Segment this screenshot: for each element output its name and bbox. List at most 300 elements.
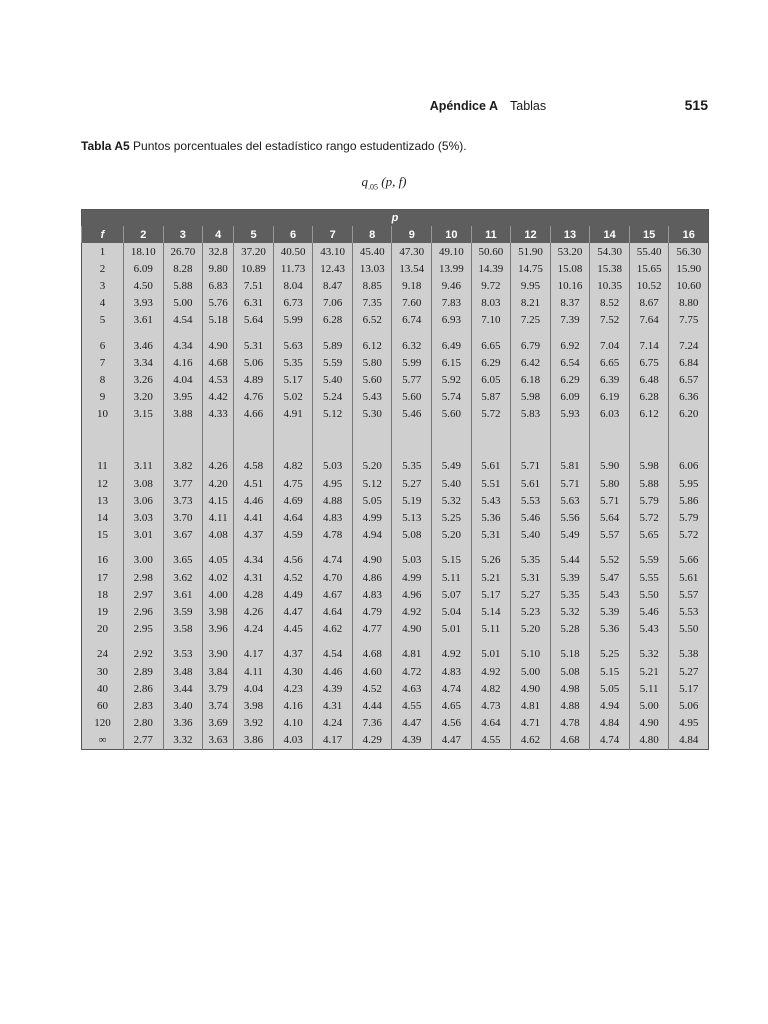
value-cell: 5.11 — [471, 621, 511, 638]
spacer-cell — [203, 329, 234, 337]
value-cell: 13.54 — [392, 260, 432, 277]
value-cell: 4.68 — [550, 732, 590, 750]
value-cell: 3.84 — [203, 663, 234, 680]
value-cell: 4.76 — [234, 389, 274, 406]
table-label: Tabla A5 — [81, 139, 130, 153]
value-cell: 4.90 — [352, 552, 392, 569]
value-cell: 4.68 — [352, 646, 392, 663]
value-cell: 3.06 — [124, 492, 164, 509]
value-cell: 7.24 — [669, 337, 709, 354]
table-row — [82, 603, 709, 620]
spacer-cell — [432, 544, 472, 552]
value-cell: 4.00 — [203, 586, 234, 603]
value-cell: 5.57 — [590, 527, 630, 544]
table-row — [82, 527, 709, 544]
value-cell: 2.86 — [124, 680, 164, 697]
value-cell: 5.71 — [590, 492, 630, 509]
value-cell: 4.15 — [203, 492, 234, 509]
f-cell: 4 — [99, 297, 106, 310]
spacer-cell — [511, 329, 551, 337]
spacer-cell — [471, 638, 511, 646]
spacer-cell — [629, 638, 669, 646]
value-cell: 4.86 — [352, 569, 392, 586]
value-cell: 5.35 — [550, 586, 590, 603]
value-cell: 5.72 — [669, 527, 709, 544]
column-header: 6 — [273, 226, 313, 243]
value-cell: 5.60 — [432, 406, 472, 423]
value-cell: 5.57 — [669, 586, 709, 603]
value-cell: 5.31 — [471, 527, 511, 544]
spacer-cell — [234, 638, 274, 646]
value-cell: 7.64 — [629, 312, 669, 329]
value-cell: 7.83 — [432, 295, 472, 312]
spacer-cell — [82, 423, 124, 458]
value-cell: 4.39 — [392, 732, 432, 750]
value-cell: 37.20 — [234, 243, 274, 260]
value-cell: 14.75 — [511, 260, 551, 277]
value-cell: 4.64 — [273, 509, 313, 526]
value-cell: 6.93 — [432, 312, 472, 329]
value-cell: 4.90 — [629, 715, 669, 732]
value-cell: 6.32 — [392, 337, 432, 354]
value-cell: 5.35 — [273, 354, 313, 371]
value-cell: 3.70 — [163, 509, 203, 526]
f-cell: 24 — [97, 648, 108, 661]
value-cell: 6.39 — [590, 371, 630, 388]
value-cell: 4.92 — [392, 603, 432, 620]
value-cell: 4.83 — [432, 663, 472, 680]
table-caption-text: Puntos porcentuales del estadístico rango estudentizado (5%). — [133, 139, 467, 153]
value-cell: 5.01 — [471, 646, 511, 663]
value-cell: 4.20 — [203, 475, 234, 492]
value-cell: 5.59 — [629, 552, 669, 569]
table-row — [82, 680, 709, 697]
value-cell: 5.61 — [511, 475, 551, 492]
value-cell: 4.67 — [313, 586, 353, 603]
section-label: Tablas — [510, 99, 547, 113]
value-cell: 3.96 — [203, 621, 234, 638]
value-cell: 4.46 — [313, 663, 353, 680]
spacer-cell — [550, 638, 590, 646]
value-cell: 15.38 — [590, 260, 630, 277]
row-spacer — [82, 329, 709, 337]
value-cell: 8.80 — [669, 295, 709, 312]
value-cell: 6.74 — [392, 312, 432, 329]
spacer-cell — [124, 544, 164, 552]
value-cell: 5.39 — [550, 569, 590, 586]
value-cell: 4.44 — [352, 697, 392, 714]
value-cell: 3.53 — [163, 646, 203, 663]
value-cell: 4.31 — [313, 697, 353, 714]
table-row — [82, 312, 709, 329]
value-cell: 4.99 — [352, 509, 392, 526]
value-cell: 10.35 — [590, 277, 630, 294]
value-cell: 4.16 — [273, 697, 313, 714]
value-cell: 4.49 — [273, 586, 313, 603]
spacer-cell — [203, 544, 234, 552]
value-cell: 4.90 — [392, 621, 432, 638]
value-cell: 3.63 — [203, 732, 234, 750]
value-cell: 6.65 — [471, 337, 511, 354]
value-cell: 5.07 — [432, 586, 472, 603]
table-row — [82, 509, 709, 526]
spacer-cell — [471, 329, 511, 337]
value-cell: 5.50 — [669, 621, 709, 638]
value-cell: 8.03 — [471, 295, 511, 312]
value-cell: 5.01 — [432, 621, 472, 638]
value-cell: 4.94 — [590, 697, 630, 714]
row-spacer — [82, 423, 709, 458]
column-header: 13 — [550, 226, 590, 243]
table-row — [82, 475, 709, 492]
value-cell: 8.37 — [550, 295, 590, 312]
f-cell: 60 — [97, 699, 108, 712]
value-cell: 6.28 — [313, 312, 353, 329]
value-cell: 3.61 — [124, 312, 164, 329]
value-cell: 7.36 — [352, 715, 392, 732]
table-row — [82, 295, 709, 312]
value-cell: 3.08 — [124, 475, 164, 492]
value-cell: 3.40 — [163, 697, 203, 714]
value-cell: 4.34 — [163, 337, 203, 354]
value-cell: 7.04 — [590, 337, 630, 354]
value-cell: 4.52 — [352, 680, 392, 697]
value-cell: 5.72 — [471, 406, 511, 423]
table-formula — [0, 174, 768, 192]
value-cell: 7.52 — [590, 312, 630, 329]
value-cell: 2.92 — [124, 646, 164, 663]
spacer-cell — [629, 544, 669, 552]
value-cell: 8.04 — [273, 277, 313, 294]
f-cell: 120 — [94, 717, 111, 730]
spacer-cell — [392, 423, 432, 458]
value-cell: 5.04 — [432, 603, 472, 620]
value-cell: 4.50 — [124, 277, 164, 294]
value-cell: 40.50 — [273, 243, 313, 260]
value-cell: 3.77 — [163, 475, 203, 492]
f-cell: 5 — [99, 314, 106, 327]
value-cell: 4.26 — [234, 603, 274, 620]
value-cell: 4.33 — [203, 406, 234, 423]
value-cell: 5.51 — [471, 475, 511, 492]
column-header: 12 — [511, 226, 551, 243]
value-cell: 3.98 — [203, 603, 234, 620]
spacer-cell — [669, 329, 709, 337]
table-row — [82, 389, 709, 406]
spacer-cell — [273, 638, 313, 646]
value-cell: 4.45 — [273, 621, 313, 638]
value-cell: 15.08 — [550, 260, 590, 277]
value-cell: 5.40 — [313, 371, 353, 388]
value-cell: 3.44 — [163, 680, 203, 697]
value-cell: 54.30 — [590, 243, 630, 260]
value-cell: 26.70 — [163, 243, 203, 260]
value-cell: 4.05 — [203, 552, 234, 569]
value-cell: 4.98 — [550, 680, 590, 697]
value-cell: 5.21 — [471, 569, 511, 586]
value-cell: 5.95 — [669, 475, 709, 492]
table-row — [82, 732, 709, 750]
value-cell: 5.79 — [629, 492, 669, 509]
value-cell: 5.64 — [234, 312, 274, 329]
value-cell: 3.88 — [163, 406, 203, 423]
value-cell: 7.60 — [392, 295, 432, 312]
table-row — [82, 697, 709, 714]
value-cell: 3.92 — [234, 715, 274, 732]
value-cell: 5.03 — [313, 458, 353, 475]
value-cell: 5.46 — [511, 509, 551, 526]
value-cell: 4.64 — [471, 715, 511, 732]
value-cell: 4.82 — [273, 458, 313, 475]
value-cell: 5.88 — [629, 475, 669, 492]
value-cell: 6.42 — [511, 354, 551, 371]
table-row — [82, 586, 709, 603]
value-cell: 4.47 — [392, 715, 432, 732]
table-row — [82, 458, 709, 475]
column-header: 15 — [629, 226, 669, 243]
value-cell: 5.72 — [629, 509, 669, 526]
value-cell: 4.54 — [163, 312, 203, 329]
value-cell: 6.29 — [471, 354, 511, 371]
value-cell: 7.14 — [629, 337, 669, 354]
spacer-cell — [669, 638, 709, 646]
value-cell: 7.06 — [313, 295, 353, 312]
table-row — [82, 243, 709, 260]
spacer-cell — [471, 423, 511, 458]
value-cell: 6.92 — [550, 337, 590, 354]
value-cell: 5.21 — [629, 663, 669, 680]
value-cell: 6.09 — [124, 260, 164, 277]
value-cell: 3.82 — [163, 458, 203, 475]
value-cell: 10.60 — [669, 277, 709, 294]
f-cell: 10 — [97, 408, 108, 421]
value-cell: 13.03 — [352, 260, 392, 277]
value-cell: 5.35 — [511, 552, 551, 569]
value-cell: 5.56 — [550, 509, 590, 526]
column-header-row — [82, 226, 709, 243]
table-row — [82, 354, 709, 371]
value-cell: 5.17 — [669, 680, 709, 697]
value-cell: 6.83 — [203, 277, 234, 294]
value-cell: 5.24 — [313, 389, 353, 406]
value-cell: 15.65 — [629, 260, 669, 277]
value-cell: 4.04 — [234, 680, 274, 697]
value-cell: 5.39 — [590, 603, 630, 620]
value-cell: 5.59 — [313, 354, 353, 371]
value-cell: 5.19 — [392, 492, 432, 509]
value-cell: 3.95 — [163, 389, 203, 406]
value-cell: 4.59 — [273, 527, 313, 544]
value-cell: 6.09 — [550, 389, 590, 406]
value-cell: 5.27 — [669, 663, 709, 680]
value-cell: 5.40 — [432, 475, 472, 492]
spacer-cell — [234, 544, 274, 552]
spacer-cell — [124, 638, 164, 646]
f-cell: 8 — [99, 373, 106, 386]
value-cell: 4.74 — [313, 552, 353, 569]
value-cell: 6.12 — [629, 406, 669, 423]
value-cell: 4.28 — [234, 586, 274, 603]
value-cell: 5.66 — [669, 552, 709, 569]
table-caption — [81, 139, 467, 153]
value-cell: 12.43 — [313, 260, 353, 277]
value-cell: 55.40 — [629, 243, 669, 260]
value-cell: 4.75 — [273, 475, 313, 492]
value-cell: 4.39 — [313, 680, 353, 697]
table-row — [82, 371, 709, 388]
value-cell: 4.11 — [234, 663, 274, 680]
value-cell: 4.94 — [352, 527, 392, 544]
value-cell: 13.99 — [432, 260, 472, 277]
value-cell: 47.30 — [392, 243, 432, 260]
value-cell: 4.91 — [273, 406, 313, 423]
value-cell: 5.77 — [392, 371, 432, 388]
spacer-cell — [352, 329, 392, 337]
value-cell: 4.72 — [392, 663, 432, 680]
value-cell: 2.77 — [124, 732, 164, 750]
value-cell: 4.03 — [273, 732, 313, 750]
value-cell: 7.35 — [352, 295, 392, 312]
spacer-cell — [163, 329, 203, 337]
spacer-cell — [273, 423, 313, 458]
column-header: 5 — [234, 226, 274, 243]
spacer-cell — [313, 423, 353, 458]
value-cell: 5.80 — [590, 475, 630, 492]
spacer-cell — [432, 638, 472, 646]
value-cell: 3.73 — [163, 492, 203, 509]
f-cell: 18 — [97, 588, 108, 601]
value-cell: 9.95 — [511, 277, 551, 294]
table-row — [82, 492, 709, 509]
value-cell: 4.81 — [392, 646, 432, 663]
table-row — [82, 715, 709, 732]
value-cell: 3.86 — [234, 732, 274, 750]
value-cell: 3.65 — [163, 552, 203, 569]
value-cell: 4.42 — [203, 389, 234, 406]
spacer-cell — [511, 544, 551, 552]
f-cell: 13 — [97, 494, 108, 507]
value-cell: 5.32 — [550, 603, 590, 620]
table-row — [82, 337, 709, 354]
spacer-cell — [550, 423, 590, 458]
value-cell: 4.41 — [234, 509, 274, 526]
column-header: 7 — [313, 226, 353, 243]
spacer-cell — [550, 544, 590, 552]
value-cell: 8.28 — [163, 260, 203, 277]
value-cell: 5.46 — [392, 406, 432, 423]
value-cell: 5.88 — [163, 277, 203, 294]
value-cell: 5.06 — [234, 354, 274, 371]
spacer-cell — [124, 329, 164, 337]
value-cell: 5.98 — [511, 389, 551, 406]
value-cell: 5.61 — [471, 458, 511, 475]
spacer-cell — [669, 423, 709, 458]
value-cell: 5.44 — [550, 552, 590, 569]
value-cell: 5.43 — [629, 621, 669, 638]
value-cell: 5.99 — [392, 354, 432, 371]
spacer-cell — [629, 423, 669, 458]
value-cell: 4.24 — [234, 621, 274, 638]
value-cell: 5.08 — [392, 527, 432, 544]
spacer-cell — [392, 638, 432, 646]
value-cell: 3.46 — [124, 337, 164, 354]
value-cell: 8.67 — [629, 295, 669, 312]
value-cell: 4.81 — [511, 697, 551, 714]
value-cell: 6.54 — [550, 354, 590, 371]
value-cell: 3.98 — [234, 697, 274, 714]
value-cell: 6.20 — [669, 406, 709, 423]
spacer-cell — [511, 638, 551, 646]
value-cell: 9.18 — [392, 277, 432, 294]
value-cell: 8.47 — [313, 277, 353, 294]
value-cell: 4.69 — [273, 492, 313, 509]
value-cell: 5.20 — [432, 527, 472, 544]
value-cell: 5.17 — [471, 586, 511, 603]
f-cell: 20 — [97, 623, 108, 636]
value-cell: 6.65 — [590, 354, 630, 371]
value-cell: 5.11 — [629, 680, 669, 697]
value-cell: 3.36 — [163, 715, 203, 732]
value-cell: 5.31 — [234, 337, 274, 354]
value-cell: 5.20 — [352, 458, 392, 475]
value-cell: 4.30 — [273, 663, 313, 680]
spacer-cell — [273, 329, 313, 337]
value-cell: 4.92 — [432, 646, 472, 663]
value-cell: 4.52 — [273, 569, 313, 586]
value-cell: 10.52 — [629, 277, 669, 294]
value-cell: 6.29 — [550, 371, 590, 388]
spacer-cell — [313, 329, 353, 337]
value-cell: 5.00 — [511, 663, 551, 680]
value-cell: 6.84 — [669, 354, 709, 371]
value-cell: 5.63 — [550, 492, 590, 509]
value-cell: 4.34 — [234, 552, 274, 569]
column-header: 9 — [392, 226, 432, 243]
value-cell: 53.20 — [550, 243, 590, 260]
running-header — [0, 97, 768, 117]
value-cell: 50.60 — [471, 243, 511, 260]
value-cell: 4.08 — [203, 527, 234, 544]
value-cell: 6.49 — [432, 337, 472, 354]
value-cell: 5.55 — [629, 569, 669, 586]
spacer-cell — [352, 638, 392, 646]
value-cell: 5.89 — [313, 337, 353, 354]
value-cell: 4.58 — [234, 458, 274, 475]
value-cell: 8.21 — [511, 295, 551, 312]
spacer-cell — [629, 329, 669, 337]
value-cell: 3.90 — [203, 646, 234, 663]
column-header: 11 — [471, 226, 511, 243]
value-cell: 3.58 — [163, 621, 203, 638]
value-cell: 5.47 — [590, 569, 630, 586]
value-cell: 51.90 — [511, 243, 551, 260]
spacer-cell — [471, 544, 511, 552]
value-cell: 2.98 — [124, 569, 164, 586]
value-cell: 4.56 — [432, 715, 472, 732]
column-header: 16 — [669, 226, 709, 243]
value-cell: 18.10 — [124, 243, 164, 260]
value-cell: 5.05 — [590, 680, 630, 697]
value-cell: 5.50 — [629, 586, 669, 603]
value-cell: 7.25 — [511, 312, 551, 329]
value-cell: 5.11 — [432, 569, 472, 586]
value-cell: 3.11 — [124, 458, 164, 475]
value-cell: 5.79 — [669, 509, 709, 526]
value-cell: 4.88 — [313, 492, 353, 509]
value-cell: 5.36 — [471, 509, 511, 526]
value-cell: 5.14 — [471, 603, 511, 620]
page-number: 515 — [684, 97, 708, 113]
